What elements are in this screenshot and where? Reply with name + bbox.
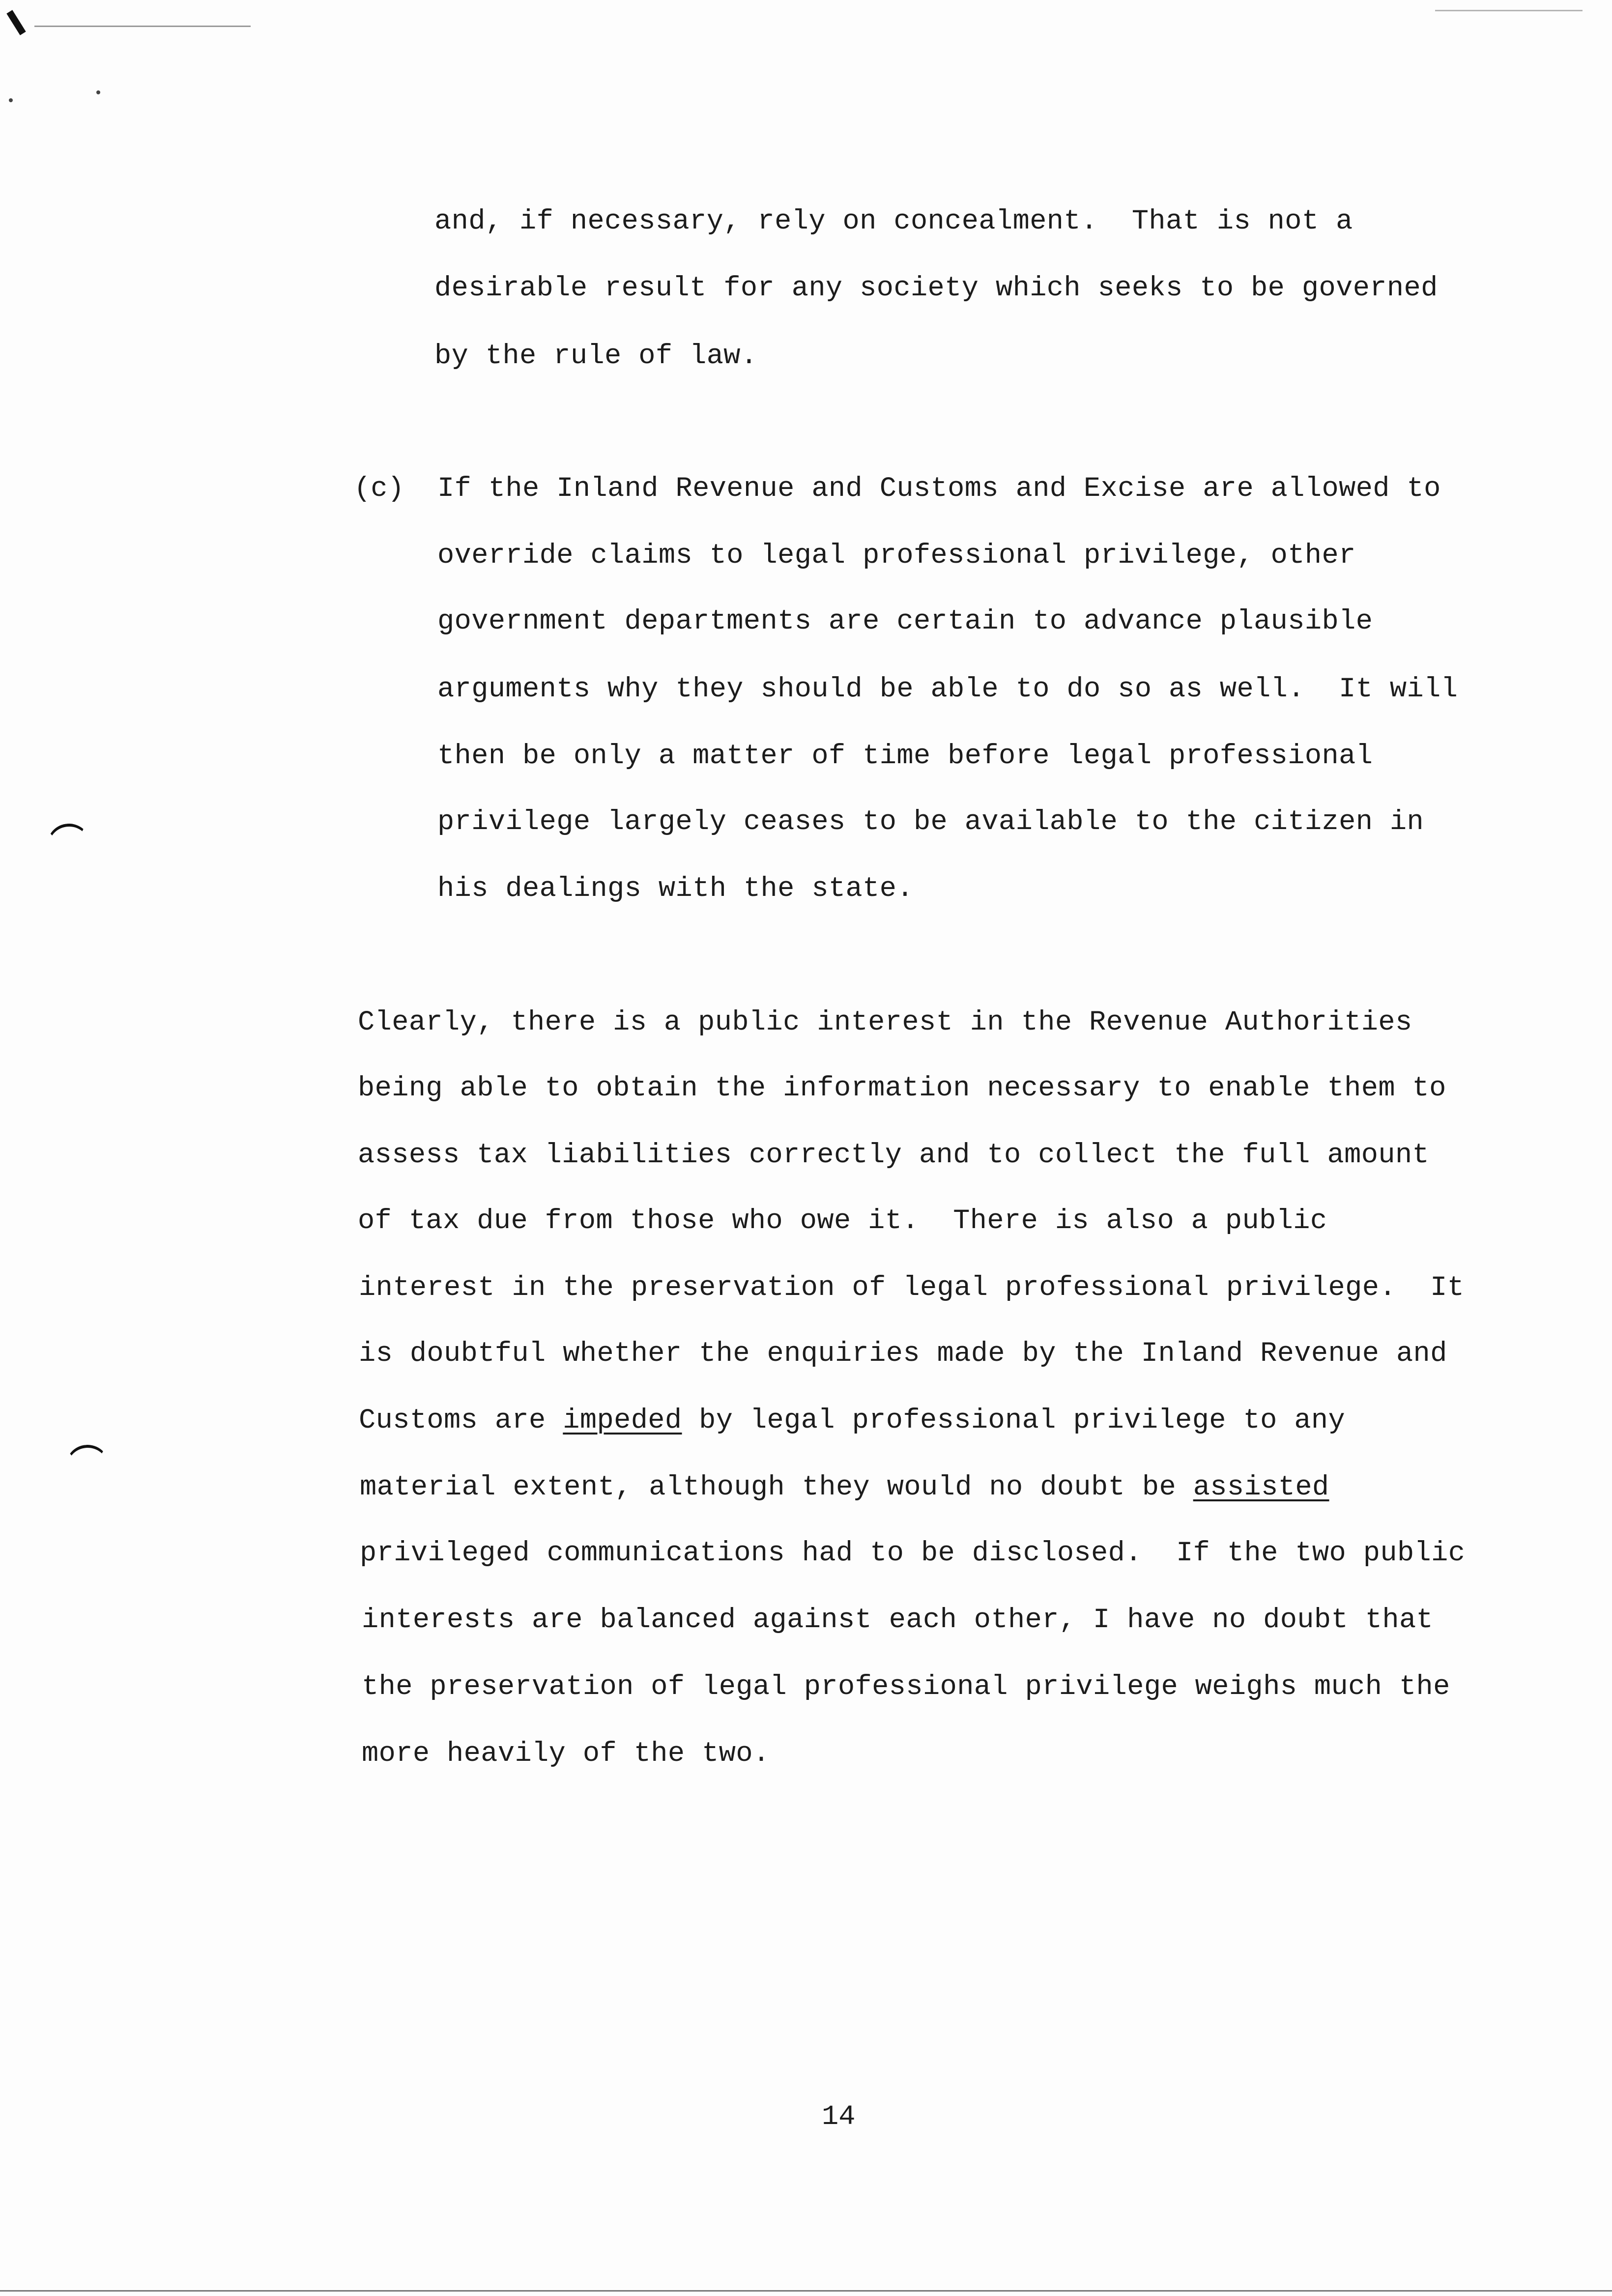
para-c-line-2: override claims to legal professional privilege, other: [437, 540, 1356, 572]
top-left-rule: [34, 26, 251, 27]
body-line-12: more heavily of the two.: [362, 1738, 770, 1770]
body-line-10: interests are balanced against each other, I have no doubt that: [362, 1605, 1434, 1636]
punch-hole-arc-icon: [44, 821, 93, 868]
body-line-4: of tax due from those who owe it. There is also a public: [358, 1205, 1327, 1237]
body-line-7-start: Customs are: [359, 1405, 563, 1436]
body-line-11: the preservation of legal professional privilege weighs much the: [362, 1671, 1450, 1703]
para-c-line-4: arguments why they should be able to do so as well. It will: [437, 674, 1458, 705]
para-b-line-1: and, if necessary, rely on concealment. That is not a: [434, 206, 1353, 237]
para-c-line-1: If the Inland Revenue and Customs and Excise are allowed to: [437, 473, 1441, 505]
body-line-3: assess tax liabilities correctly and to collect the full amount: [358, 1140, 1430, 1171]
para-c-line-6: privilege largely ceases to be available to the citizen in: [437, 806, 1424, 838]
page-number: 14: [822, 2101, 856, 2133]
body-line-9: privileged communications had to be disclosed. If the two public: [360, 1538, 1466, 1569]
body-line-7: [359, 1405, 1345, 1437]
speck-icon: [96, 90, 100, 94]
para-c-line-7: his dealings with the state.: [437, 873, 914, 905]
underlined-word-impeded: impeded: [563, 1405, 682, 1436]
body-line-5: interest in the preservation of legal professional privilege. It: [359, 1272, 1465, 1304]
body-line-6: is doubtful whether the enquiries made by the Inland Revenue and: [359, 1338, 1447, 1370]
para-b-line-2: desirable result for any society which seeks to be governed: [434, 273, 1438, 304]
punch-hole-arc-icon: [64, 1443, 111, 1489]
para-c-label: (c): [354, 473, 404, 505]
body-line-1: Clearly, there is a public interest in the Revenue Authorities: [358, 1007, 1412, 1038]
underlined-word-assisted: assisted: [1193, 1472, 1329, 1503]
top-right-rule: [1435, 10, 1583, 11]
body-line-7-end: by legal professional privilege to any: [682, 1405, 1346, 1436]
para-c-line-3: government departments are certain to advance plausible: [437, 606, 1373, 637]
body-line-8: [360, 1471, 1329, 1504]
bottom-rule: [0, 2290, 1612, 2292]
corner-mark-icon: [6, 10, 26, 35]
para-b-line-3: by the rule of law.: [434, 341, 758, 372]
body-line-2: being able to obtain the information necessary to enable them to: [358, 1073, 1446, 1104]
body-line-8-start: material extent, although they would no doubt be: [360, 1472, 1193, 1503]
para-c-line-5: then be only a matter of time before legal professional: [437, 741, 1373, 772]
speck-icon: [9, 98, 13, 102]
